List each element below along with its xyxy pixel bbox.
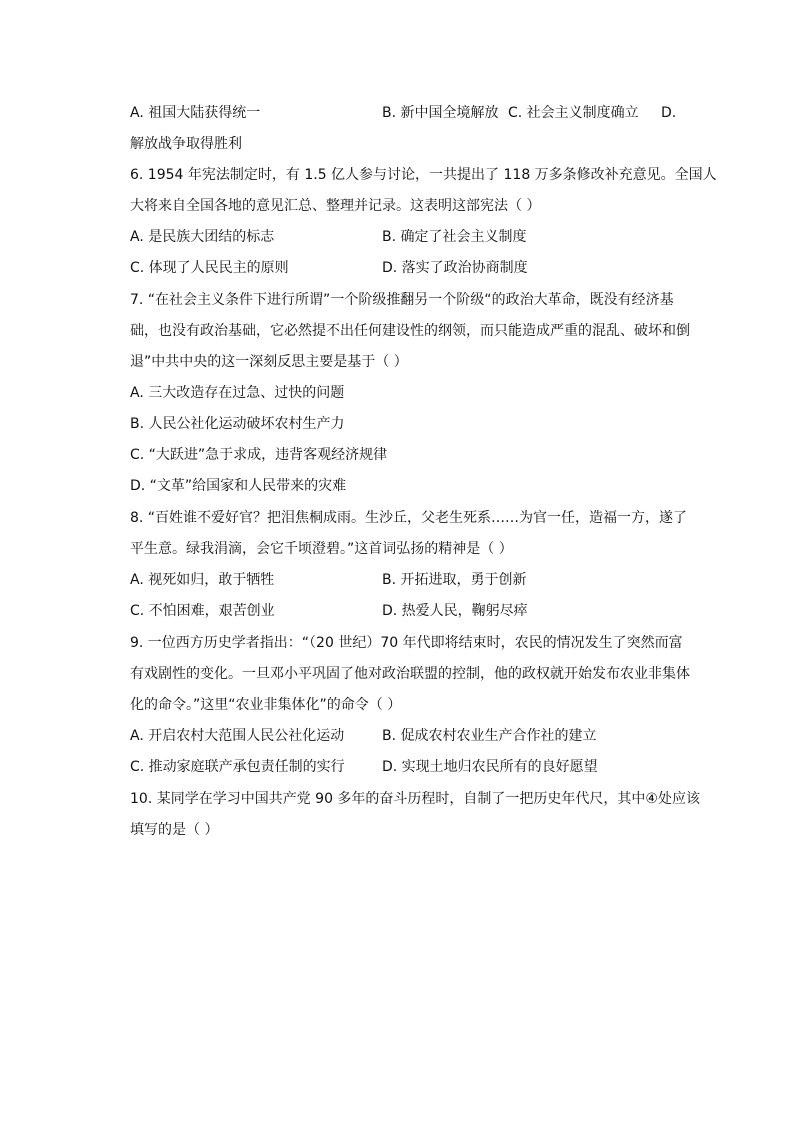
q9-option-c: C. 推动家庭联产承包责任制的实行 [130,759,345,775]
q8-stem-line-1: 8. “百姓谁不爱好官？把泪焦桐成雨。生沙丘，父老生死系……为官一任，造福一方，遂了 [130,510,688,526]
q8-option-c: C. 不怕困难，艰苦创业 [130,603,275,619]
q8-option-b: B. 开拓进取，勇于创新 [382,572,527,588]
q8-option-a: A. 视死如归，敢于牺牲 [130,572,275,588]
q7-option-d: D. “文革”给国家和人民带来的灾难 [130,478,347,494]
q5-option-b: B. 新中国全境解放 [382,105,499,121]
q10-stem-line-2: 填写的是（ ） [130,822,219,838]
q6-option-a: A. 是民族大团结的标志 [130,229,275,245]
q7-option-b: B. 人民公社化运动破坏农村生产力 [130,416,345,432]
q9-stem-line-3: 化的命令。”这里“农业非集体化”的命令（ ） [130,697,402,713]
q9-option-a: A. 开启农村大范围人民公社化运动 [130,728,345,744]
q7-stem-line-2: 础，也没有政治基础，它必然提不出任何建设性的纲领，而只能造成严重的混乱、破坏和倒 [130,323,690,339]
q5-option-a: A. 祖国大陆获得统一 [130,105,261,121]
q9-option-d: D. 实现土地归农民所有的良好愿望 [382,759,598,775]
q6-stem-line-2: 大将来自全国各地的意见汇总、整理并记录。这表明这部宪法（ ） [130,198,541,214]
q10-stem-line-1: 10. 某同学在学习中国共产党 90 多年的奋斗历程时，自制了一把历史年代尺，其中④处应该 [130,791,700,807]
q7-stem-line-1: 7. “在社会主义条件下进行所谓”一个阶级推翻另一个阶级“的政治大革命，既没有经济基 [130,292,674,308]
q7-option-c: C. “大跃进”急于求成，违背客观经济规律 [130,447,388,463]
q5-option-d-tail: 解放战争取得胜利 [130,136,242,152]
q9-stem-line-2: 有戏剧性的变化。一旦邓小平巩固了他对政治联盟的控制，他的政权就开始发布农业非集体 [130,666,690,682]
q7-option-a: A. 三大改造存在过急、过快的问题 [130,385,345,401]
q6-option-c: C. 体现了人民民主的原则 [130,260,289,276]
q9-stem-line-1: 9. 一位西方历史学者指出：“（20 世纪）70 年代即将结束时，农民的情况发生了突然而富 [130,635,683,651]
q6-option-b: B. 确定了社会主义制度 [382,229,527,245]
q6-stem-line-1: 6. 1954 年宪法制定时，有 1.5 亿人参与讨论，一共提出了 118 万多条修改补充意见。全国人 [130,167,717,183]
q7-stem-line-3: 退”中共中央的这一深刻反思主要是基于（ ） [130,354,408,370]
q5-option-c: C. 社会主义制度确立 [508,105,639,121]
q5-option-d-head: D. [661,105,677,121]
q8-option-d: D. 热爱人民，鞠躬尽瘁 [382,603,528,619]
q6-option-d: D. 落实了政治协商制度 [382,260,528,276]
q9-option-b: B. 促成农村农业生产合作社的建立 [382,728,597,744]
q8-stem-line-2: 平生意。绿我涓滴，会它千顷澄碧。”这首词弘扬的精神是（ ） [130,541,513,557]
